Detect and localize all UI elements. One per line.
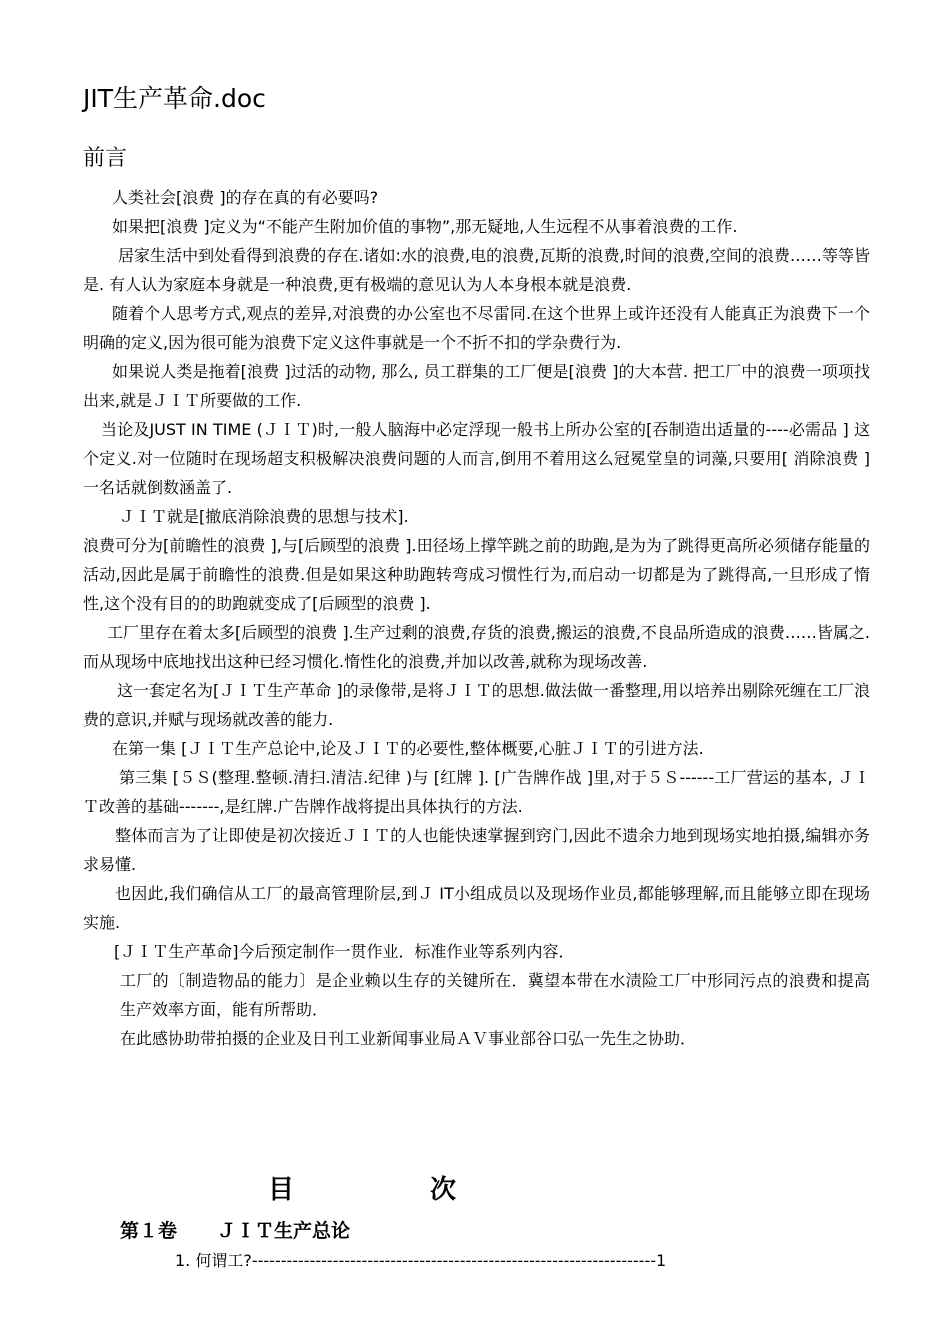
toc-volume-heading bbox=[120, 1216, 350, 1246]
paragraph: [ＪＩＴ生产革命]今后预定制作一贯作业．标准作业等系列内容． bbox=[114, 942, 575, 961]
paragraph: 这一套定名为[ＪＩＴ生产革命 ]的录像带,是将ＪＩＴ的思想.做法做一番整理,用以培养出剔除死缠在工厂浪费的意识,并赋与现场就改善的能力. bbox=[83, 681, 870, 729]
paragraph: 浪费可分为[前瞻性的浪费 ],与[后顾型的浪费 ].田径场上撑竿跳之前的助跑,是为为了跳得更高所必须储存能量的活动,因此是属于前瞻性的浪费.但是如果这种助跑转弯成习惯性行为,而启动一切都是为了跳得高,一旦形成了惰性,这个没有目的的助跑就变成了[后顾型的浪费 ]. bbox=[83, 536, 870, 613]
paragraph: 随着个人思考方式,观点的差异,对浪费的办公室也不尽雷同.在这个世界上或许还没有人能真正为浪费下一个明确的定义,因为很可能为浪费下定义这件事就是一个不折不扣的学杂费行为. bbox=[83, 304, 870, 352]
paragraph: 工厂里存在着太多[后顾型的浪费 ].生产过剩的浪费,存货的浪费,搬运的浪费,不良品所造成的浪费……皆属之.而从现场中底地找出这种已经习惯化.惰性化的浪费,并加以改善,就称为现场改善. bbox=[83, 623, 871, 671]
paragraph: 当论及JUST IN TIME (ＪＩＴ)时,一般人脑海中必定浮现一般书上所办公室的[吞制造出适量的----必需品 ] 这个定义.对一位随时在现场超支积极解决浪费问题的人而言,倒用不着用这么冠冕堂皇的词藻,只要用[ 消除浪费 ]一名话就倒数涵盖了. bbox=[83, 420, 870, 497]
preface-body bbox=[83, 183, 870, 1053]
paragraph: 第三集 [５Ｓ(整理.整顿.清扫.清洁.纪律 )与 [红牌 ]. [广告牌作战 ]里,对于５Ｓ------工厂营运的基本, ＪＩＴ改善的基础-------,是红牌.广告牌作战将提出具体执行的方法. bbox=[83, 768, 870, 816]
volume-title: ＪＩＴ生产总论 bbox=[217, 1220, 351, 1242]
toc-heading bbox=[268, 1172, 456, 1208]
paragraph: 居家生活中到处看得到浪费的存在.诸如:水的浪费,电的浪费,瓦斯的浪费,时间的浪费,空间的浪费……等等皆是. 有人认为家庭本身就是一种浪费,更有极端的意见认为人本身根本就是浪费. bbox=[83, 246, 870, 294]
paragraph: 在此感协助带拍摄的企业及日刊工业新闻事业局ＡＶ事业部谷口弘一先生之协助． bbox=[120, 1029, 697, 1048]
paragraph: ＪＩＴ就是[撤底消除浪费的思想与技术]. bbox=[119, 507, 409, 526]
paragraph: 也因此,我们确信从工厂的最高管理阶层,到Ｊ IT小组成员以及现场作业员,都能够理解,而且能够立即在现场实施. bbox=[83, 884, 870, 932]
paragraph: 在第一集 [ＪＩＴ生产总论中,论及ＪＩＴ的必要性,整体概要,心脏ＪＩＴ的引进方法. bbox=[112, 739, 704, 758]
paragraph: 人类社会[浪费 ]的存在真的有必要吗? bbox=[112, 188, 379, 207]
section-title-preface: 前言 bbox=[83, 146, 128, 171]
toc-entry[interactable]: 1. 何谓工?----------------------------------------------------------------------1 bbox=[175, 1251, 667, 1270]
paragraph: 整体而言为了让即使是初次接近ＪＩＴ的人也能快速掌握到窍门,因此不遗余力地到现场实地拍摄,编辑亦务求易懂. bbox=[83, 826, 870, 874]
paragraph: 如果说人类是拖着[浪费 ]过活的动物, 那么, 员工群集的工厂便是[浪费 ]的大本营. 把工厂中的浪费一项项找出来,就是ＪＩＴ所要做的工作. bbox=[83, 362, 870, 410]
toc-heading-char: 目 bbox=[268, 1175, 295, 1205]
volume-label: 第１卷 bbox=[120, 1220, 178, 1242]
paragraph: 如果把[浪费 ]定义为“不能产生附加价值的事物”,那无疑地,人生远程不从事着浪费的工作. bbox=[112, 217, 738, 236]
paragraph: 工厂的〔制造物品的能力〕是企业赖以生存的关键所在．冀望本带在水渍险工厂中形同污点的浪费和提高生产效率方面，能有所帮助． bbox=[120, 971, 870, 1019]
toc-heading-char: 次 bbox=[430, 1175, 457, 1205]
document-title: JIT生产革命.doc bbox=[83, 84, 266, 113]
